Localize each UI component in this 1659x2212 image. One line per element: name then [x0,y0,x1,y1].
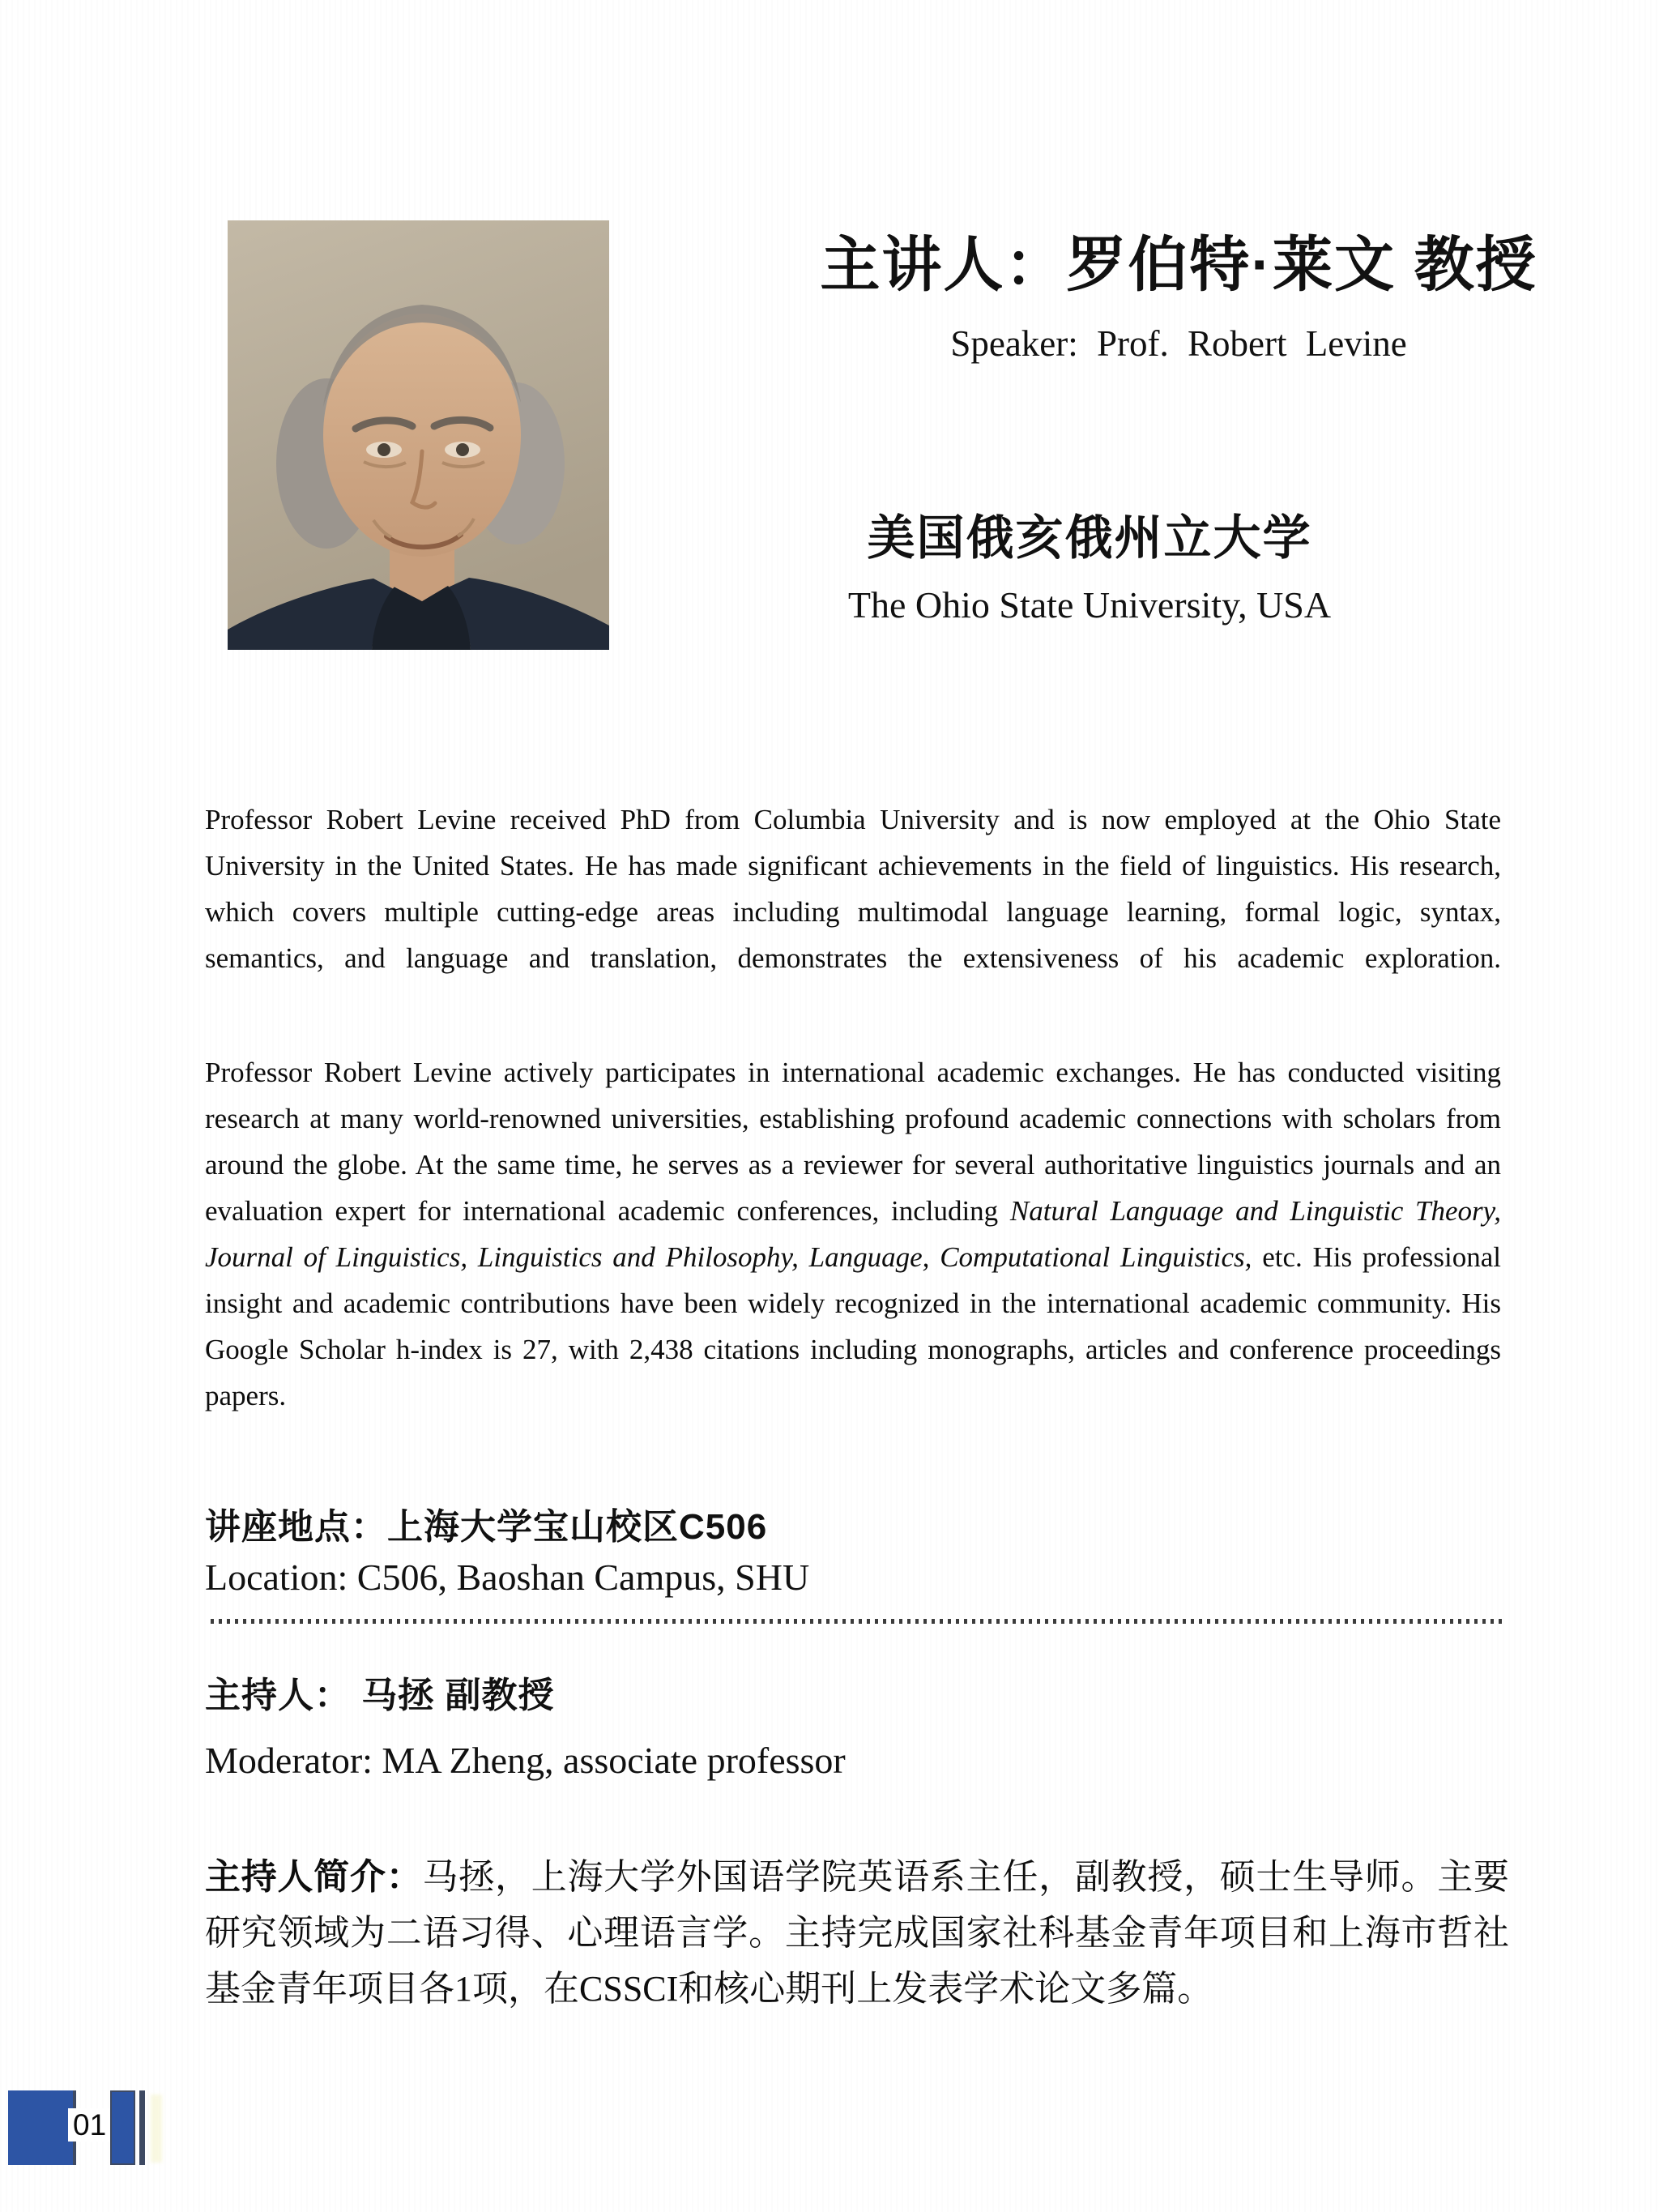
moderator-en: Moderator: MA Zheng, associate professor [205,1740,846,1781]
location-en: Location: C506, Baoshan Campus, SHU [205,1557,810,1598]
speaker-line-en: Speaker: Prof. Robert Levine [950,323,1407,364]
footer-accent-bar [110,2090,135,2165]
dashed-divider [211,1619,1502,1624]
footer-accent-line [139,2090,145,2165]
footer-highlight-strip [151,2095,162,2163]
speaker-photo [228,220,609,650]
university-en: The Ohio State University, USA [847,584,1332,626]
page-number: 01 [68,2108,109,2142]
lecture-title-zh: 主讲人：罗伯特·莱文 教授 [820,231,1537,298]
moderator-zh: 主持人： 马拯 副教授 [205,1676,555,1715]
footer-accent-square [8,2090,76,2165]
location-zh: 讲座地点：上海大学宝山校区C506 [205,1507,768,1547]
moderator-bio: 主持人简介：马拯，上海大学外国语学院英语系主任，副教授，硕士生导师。主要研究领域为二语习得、心理语言学。主持完成国家社科基金青年项目和上海市哲社基金青年项目各1项，在CSSCI和核心期刊上发表学术论文多篇。 [205,1857,1510,2009]
speaker-bio-paragraph-2: Professor Robert Levine actively participates in international academic exchanges. He has conducted visiting research at many world-renowned universities, establishing profound academic connections with scholars from around the globe. At the same time, he serves as a reviewer for several authoritative linguistics journals and an evaluation expert for international academic conferences, including Natural Language and Linguistic Theory, Journal of Linguistics, Linguistics and Philosophy, Language, Computational Linguistics, etc. His professional insight and academic contributions have been widely recognized in the international academic community. His Google Scholar h-index is 27, with 2,438 citations including monographs, articles and conference proceedings papers. [205,1057,1502,1411]
speaker-bio-paragraph-1: Professor Robert Levine received PhD from Columbia University and is now employed at the Ohio State University in the United States. He has made significant achievements in the field of linguistics. His research, which covers multiple cutting-edge areas including multimodal language learning, formal logic, syntax, semantics, and language and translation, demonstrates the extensiveness of his academic exploration. [205,804,1501,974]
university-zh: 美国俄亥俄州立大学 [867,511,1312,565]
